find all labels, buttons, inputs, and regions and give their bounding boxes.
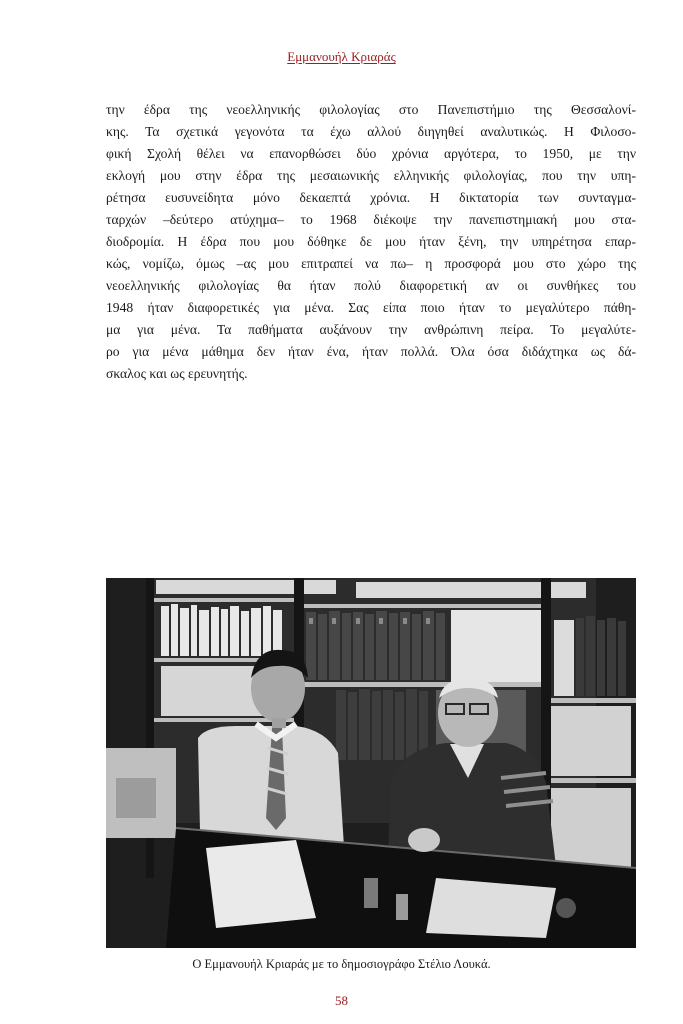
body-line: ταρχών –δεύτερο ατύχημα– το 1968 διέκοψε την πανεπιστημιακή μου στα- — [106, 212, 636, 227]
photo-illustration — [106, 578, 636, 948]
body-line: κης. Τα σχετικά γεγονότα τα έχω αλλού διηγηθεί αναλυτικώς. Η Φιλοσο- — [106, 124, 636, 139]
running-head: Εμμανουήλ Κριαράς — [287, 49, 396, 64]
body-line: φική Σχολή θέλει να επανορθώσει δύο χρόνια αργότερα, το 1950, με την — [106, 146, 636, 161]
body-line: μα για μένα. Τα παθήματα αυξάνουν την ανθρώπινη πείρα. Το μεγαλύτε- — [106, 322, 636, 337]
photo-caption: Ο Εμμανουήλ Κριαράς με το δημοσιογράφο Στέλιο Λουκά. — [192, 957, 491, 971]
body-line: διοδρομία. Η έδρα που μου δόθηκε δε μου ήταν ξένη, την υπηρέτησα επαρ- — [106, 234, 636, 249]
body-line: ρο για μένα μάθημα δεν ήταν ένα, ήταν πολλά. Όλα όσα διδάχτηκα ως δά- — [106, 344, 636, 359]
body-line: την έδρα της νεοελληνικής φιλολογίας στο Πανεπιστήμιο της Θεσσαλονί- — [106, 102, 636, 117]
body-line: νεοελληνικής φιλολογίας θα ήταν πολύ διαφορετική αν οι συνθήκες του — [106, 278, 636, 293]
body-line: ρέτησα ευσυνείδητα μόνο δεκαεπτά χρόνια. Η δικτατορία των συνταγμα- — [106, 190, 636, 205]
page-number: 58 — [335, 993, 348, 1008]
body-line: σκαλος και ως ερευνητής. — [106, 366, 248, 381]
body-line: 1948 ήταν διαφορετικές για μένα. Σας είπα ποιο ήταν το μεγαλύτερο πάθη- — [106, 300, 636, 315]
body-paragraph — [106, 99, 636, 385]
body-line: εκλογή μου στην έδρα της μεσαιωνικής ελληνικής φιλολογίας, που την υπη- — [106, 168, 636, 183]
body-line: κώς, νομίζω, όμως –ας μου επιτραπεί να πω– η προσφορά μου στο χώρο της — [106, 256, 636, 271]
photo-two-men-in-library — [106, 578, 636, 948]
